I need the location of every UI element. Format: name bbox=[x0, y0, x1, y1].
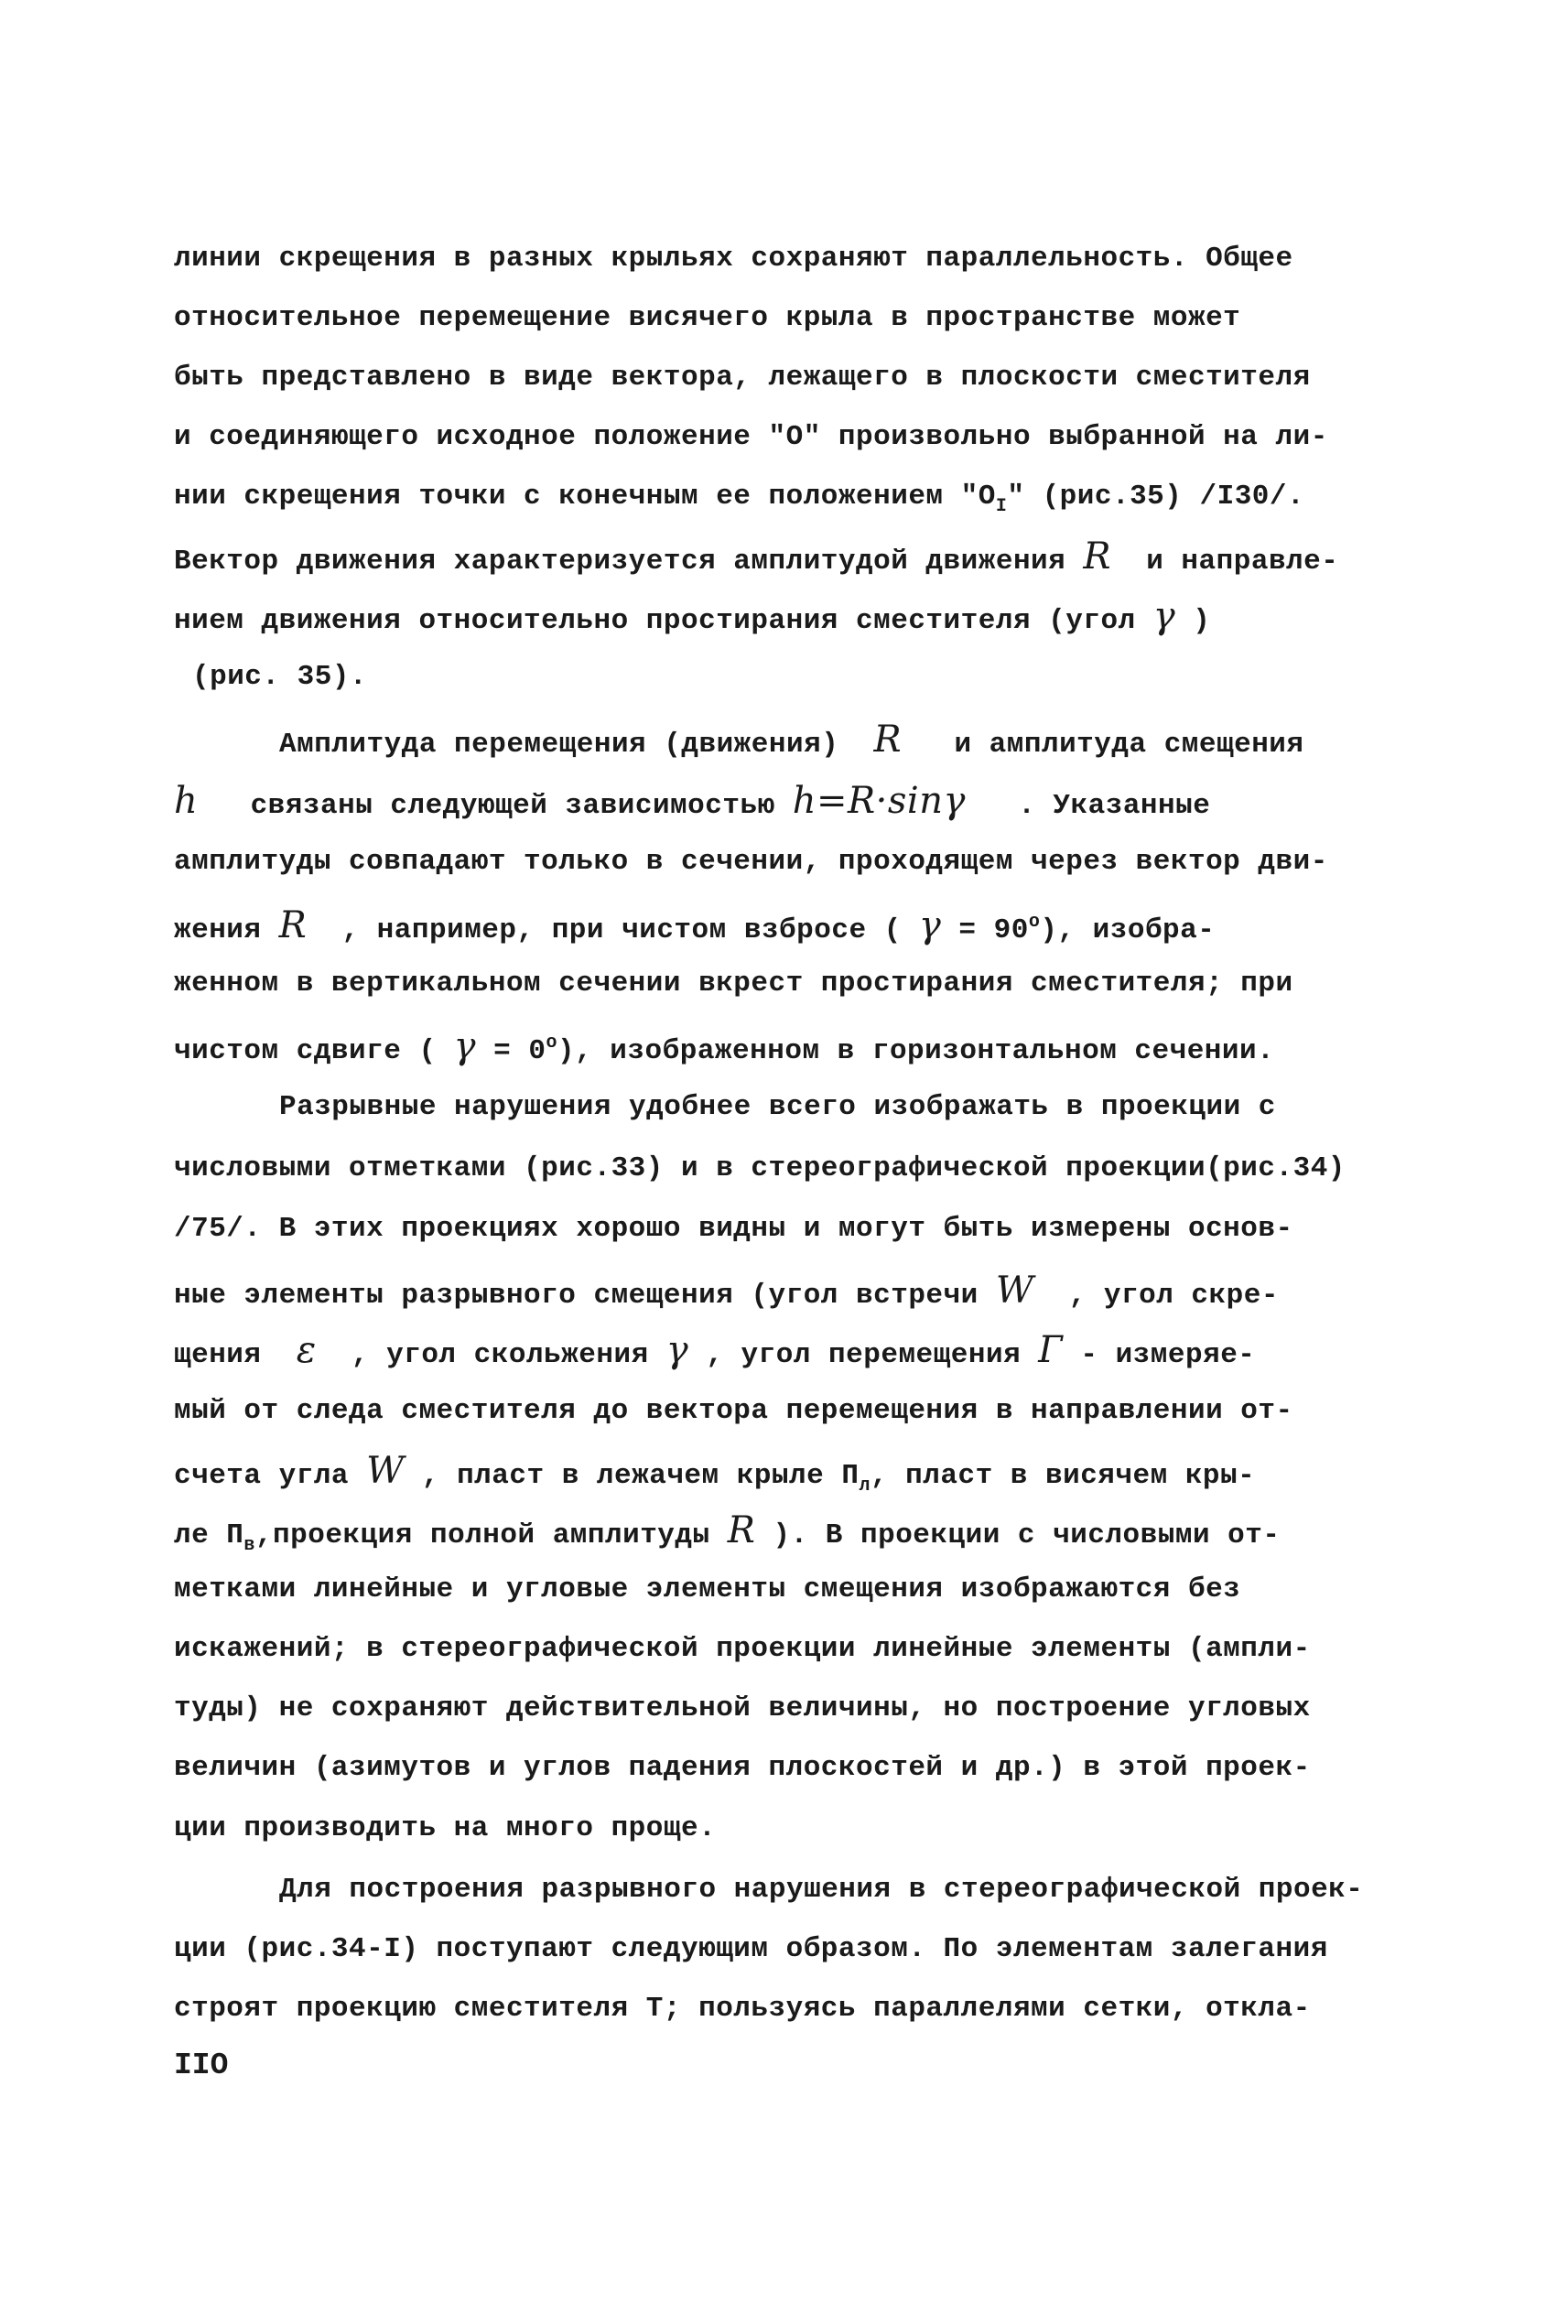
text-line-12: жения R , например, при чистом взбросе ( $\gamma = 90^o$), изобра- bbox=[174, 904, 1216, 946]
text-line-4: и соединяющего исходное положение "О" произвольно выбранной на ли- bbox=[174, 421, 1328, 453]
text-line-21: счета угла W , пласт в лежачем крыле $П_л$, пласт в висячем кры- bbox=[174, 1450, 1256, 1497]
symbol-gamma: γ bbox=[918, 904, 942, 946]
symbol-gamma: γ bbox=[665, 1329, 689, 1371]
symbol-epsilon: ε bbox=[296, 1329, 317, 1371]
text-line-28: Для построения разрывного нарушения в стереографической проек- bbox=[279, 1874, 1364, 1906]
text-line-20: мый от следа сместителя до вектора перемещения в направлении от- bbox=[174, 1395, 1293, 1427]
page-number: IIO bbox=[174, 2048, 229, 2082]
symbol-W: W bbox=[995, 1270, 1034, 1312]
text-line-7: нием движения относительно простирания сместителя (угол γ ) bbox=[174, 595, 1211, 637]
text-line-27: ции производить на много проще. bbox=[174, 1812, 717, 1844]
formula: h=R·sinγ bbox=[792, 780, 966, 822]
text-line-10: h связаны следующей зависимостью h=R·sinγ . Указанные bbox=[174, 780, 1211, 822]
text-line-30: строят проекцию сместителя Т; пользуясь параллелями сетки, откла- bbox=[174, 1993, 1311, 2025]
text-line-22: ле $П_в,проекция$ полной амплитуды R ). В проекции с числовыми от- bbox=[174, 1509, 1281, 1556]
text-line-18: ные элементы разрывного смещения (угол встречи W , угол скре- bbox=[174, 1270, 1279, 1312]
text-line-14: чистом сдвиге ( $\gamma = 0^o$), изображенном в горизонтальном сечении. bbox=[174, 1025, 1275, 1067]
symbol-Gamma: Г bbox=[1038, 1329, 1064, 1371]
text-line-13: женном в вертикальном сечении вкрест простирания сместителя; при bbox=[174, 967, 1293, 1000]
text-line-29: ции (рис.34-I) поступают следующим образом. По элементам залегания bbox=[174, 1933, 1328, 1965]
text-line-16: числовыми отметками (рис.33) и в стереографической проекции(рис.34) bbox=[174, 1152, 1346, 1184]
text-line-6: Вектор движения характеризуется амплитудой движения R и направле- bbox=[174, 535, 1339, 578]
text-line-15: Разрывные нарушения удобнее всего изображать в проекции с bbox=[279, 1091, 1276, 1123]
symbol-h: h bbox=[174, 780, 199, 822]
text-line-17: /75/. В этих проекциях хорошо видны и могут быть измерены основ- bbox=[174, 1213, 1293, 1245]
text-line-8: (рис. 35). bbox=[192, 661, 368, 693]
symbol-gamma: γ bbox=[453, 1025, 477, 1067]
symbol-R: R bbox=[1083, 535, 1111, 578]
text-line-19: щения ε , угол скольжения γ , угол перемещения Г - измеряе- bbox=[174, 1329, 1256, 1371]
text-line-26: величин (азимутов и углов падения плоскостей и др.) в этой проек- bbox=[174, 1752, 1311, 1784]
symbol-R: R bbox=[278, 904, 308, 946]
symbol-gamma: γ bbox=[1152, 595, 1176, 637]
text-line-25: туды) не сохраняют действительной величины, но построение угловых bbox=[174, 1692, 1311, 1724]
text-line-2: относительное перемещение висячего крыла в пространстве может bbox=[174, 302, 1241, 334]
text-line-5: нии скрещения точки с конечным ее положением "$О_I$" (рис.35) /I30/. bbox=[174, 481, 1305, 517]
text-line-9: Амплитуда перемещения (движения) R и амплитуда смещения bbox=[279, 719, 1304, 761]
text-line-23: метками линейные и угловые элементы смещения изображаются без bbox=[174, 1573, 1241, 1605]
text-line-24: искажений; в стереографической проекции линейные элементы (ампли- bbox=[174, 1633, 1311, 1665]
symbol-R: R bbox=[727, 1509, 756, 1551]
text-line-1: линии скрещения в разных крыльях сохраняют параллельность. Общее bbox=[174, 243, 1293, 275]
symbol-R: R bbox=[873, 719, 903, 761]
text-line-11: амплитуды совпадают только в сечении, проходящем через вектор дви- bbox=[174, 846, 1328, 878]
symbol-W: W bbox=[366, 1450, 405, 1492]
text-line-3: быть представлено в виде вектора, лежащего в плоскости сместителя bbox=[174, 362, 1311, 394]
